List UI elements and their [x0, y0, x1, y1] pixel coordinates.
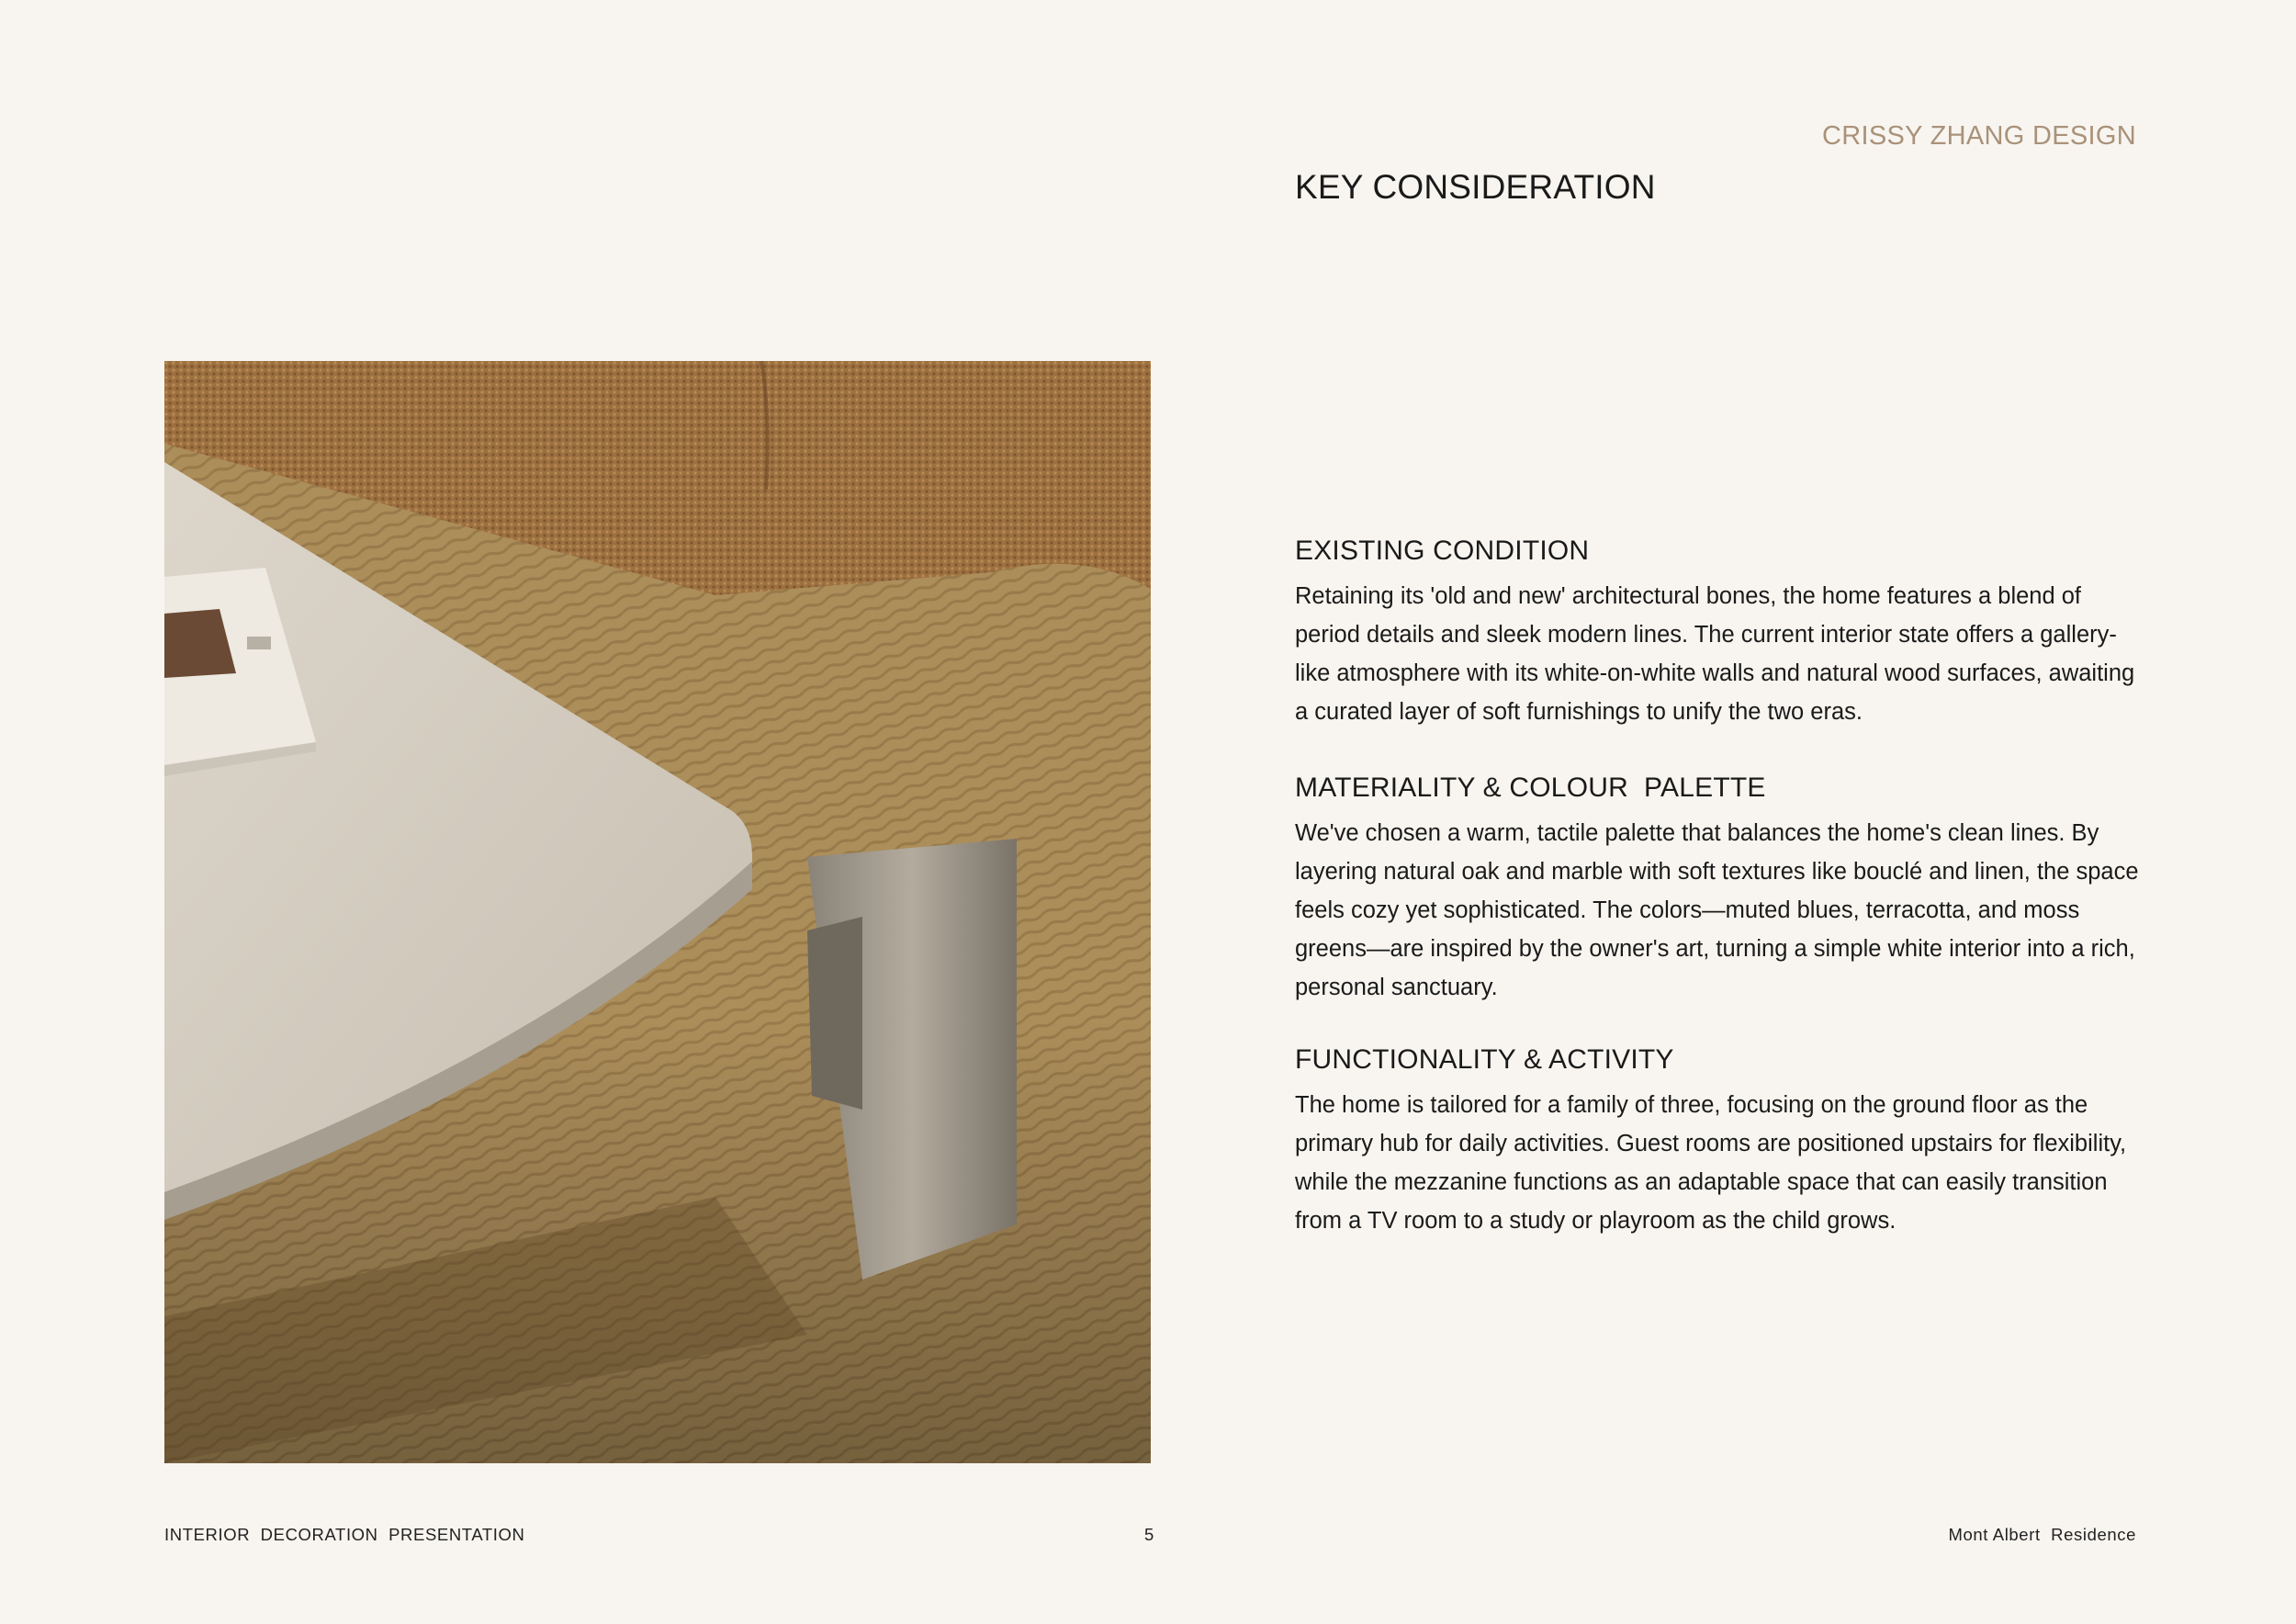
section-existing-condition [1295, 531, 2140, 731]
section-body: The home is tailored for a family of three, focusing on the ground floor as the primary hub for daily activities. Guest rooms are positioned upstairs for flexibility, while the mezzanine functions as an adaptable space that can easily transition from a TV room to a study or playroom as the child grows. [1295, 1092, 2127, 1234]
section-functionality-activity [1295, 1040, 2140, 1240]
section-heading: MATERIALITY & COLOUR PALETTE [1295, 773, 1766, 803]
page-number: 5 [1144, 1525, 1154, 1544]
section-heading: EXISTING CONDITION [1295, 536, 1590, 566]
page-title: KEY CONSIDERATION [1295, 168, 1656, 206]
footer-presentation-title: INTERIOR DECORATION PRESENTATION [164, 1525, 525, 1544]
key-consideration-content [1295, 531, 2140, 1277]
section-materiality-colour-palette [1295, 768, 2140, 1007]
section-body: Retaining its 'old and new' architectural bones, the home features a blend of period details and sleek modern lines. The current interior state offers a gallery-like atmosphere with its white-on-white walls and natural wood surfaces, awaiting a curated layer of soft furnishings to unify the two eras. [1295, 583, 2135, 725]
footer-project-name: Mont Albert Residence [1948, 1525, 2136, 1544]
coffee-table-photo [164, 361, 1151, 1463]
section-body: We've chosen a warm, tactile palette that balances the home's clean lines. By layering natural oak and marble with soft textures like bouclé and linen, the space feels cozy yet sophisticated. The colors—muted blues, terracotta, and moss greens—are inspired by the owner's art, turning a simple white interior into a rich, personal sanctuary. [1295, 820, 2139, 1000]
section-heading: FUNCTIONALITY & ACTIVITY [1295, 1044, 1674, 1075]
brand-name: CRISSY ZHANG DESIGN [1822, 121, 2136, 151]
